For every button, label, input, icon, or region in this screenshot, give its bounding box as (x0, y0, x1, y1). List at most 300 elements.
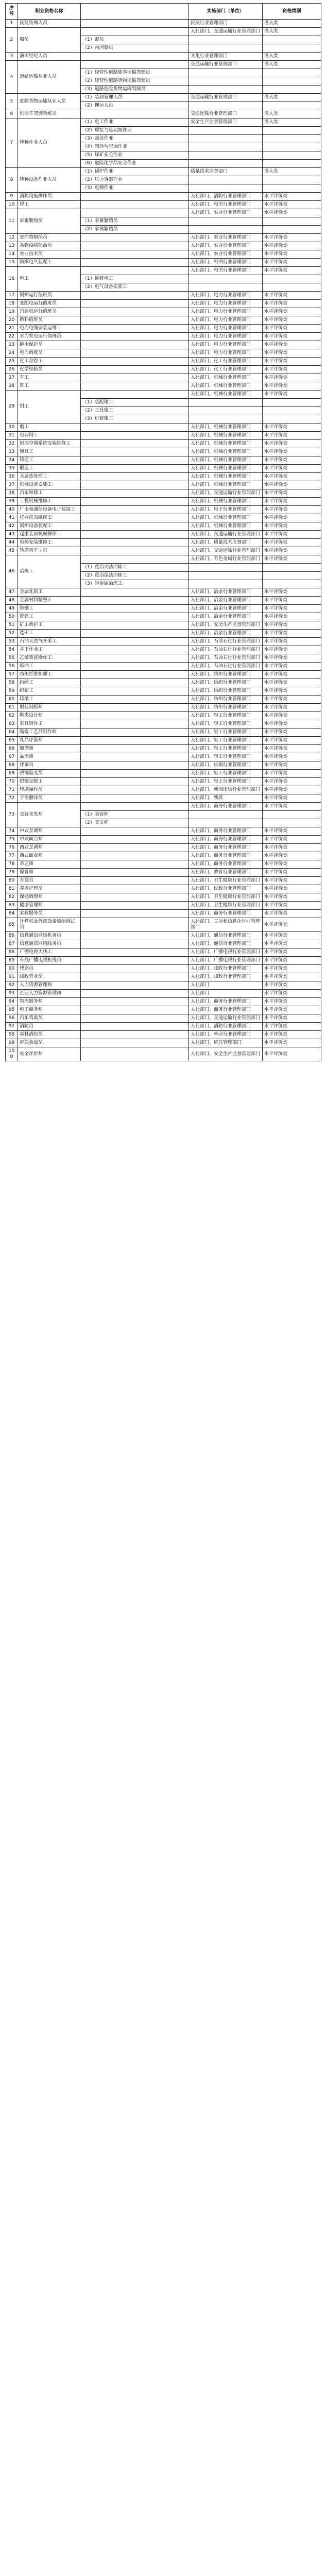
qualification-category: （1）家畜繁殖员 (81, 217, 189, 226)
qualification-name: 印染工 (18, 696, 81, 704)
table-row (6, 918, 321, 932)
table-row (6, 539, 321, 547)
implementing-department: 人社部门、商务行业管理部门 (189, 827, 263, 836)
qualification-type: 水平评价类 (263, 786, 321, 794)
qualification-name: 信息通信网络线务员 (18, 940, 81, 948)
implementing-department (189, 176, 263, 184)
row-number: 72 (6, 794, 18, 803)
qualification-name: 仪器仪表维修工 (18, 514, 81, 522)
qualification-category (81, 1047, 189, 1061)
qualification-type: 水平评价类 (263, 1039, 321, 1047)
implementing-department: 人社部门、卫生健康行业管理部门 (189, 877, 263, 885)
qualification-name: 金属材料精整工 (18, 597, 81, 605)
implementing-department: 人社部门、残联 (189, 794, 263, 803)
row-number: 30 (6, 423, 18, 432)
implementing-department: 人社部门、冶金行业管理部门 (189, 630, 263, 638)
row-number: 86 (6, 932, 18, 940)
qualification-name: 茶艺师 (18, 860, 81, 869)
header-type: 资格类别 (263, 4, 321, 20)
qualification-name: 家政服务员 (18, 910, 81, 918)
qualification-type: 水平评价类 (263, 391, 321, 399)
implementing-department: 人社部门、消防行业管理部门 (189, 1023, 263, 1031)
implementing-department: 人社部门、电力行业管理部门 (189, 333, 263, 341)
implementing-department (189, 127, 263, 135)
qualification-name: 安全评价师 (18, 1047, 81, 1061)
qualification-type (263, 44, 321, 53)
qualification-type: 水平评价类 (263, 555, 321, 564)
qualification-category (81, 836, 189, 844)
row-number: 43 (6, 531, 18, 539)
qualification-category (81, 531, 189, 539)
table-row (6, 209, 321, 217)
qualification-type: 水平评价类 (263, 696, 321, 704)
qualification-name: 有线广播电视机线员 (18, 957, 81, 965)
implementing-department (189, 77, 263, 86)
qualification-type (263, 283, 321, 292)
table-row (6, 28, 321, 36)
qualification-type (263, 160, 321, 168)
qualification-type: 水平评价类 (263, 259, 321, 267)
qualification-name: 模具工 (18, 448, 81, 456)
qualification-category (81, 465, 189, 473)
qualification-type: 水平评价类 (263, 852, 321, 860)
implementing-department: 人社部门、商务行业管理部门 (189, 852, 263, 860)
row-number: 53 (6, 638, 18, 646)
implementing-department: 人社部门、质量技术监督部门 (189, 539, 263, 547)
table-row (6, 728, 321, 737)
implementing-department: 人社部门、机械行业管理部门 (189, 473, 263, 481)
qualification-category (81, 990, 189, 998)
implementing-department: 人社部门、轻工行业管理部门 (189, 737, 263, 745)
qualification-type: 水平评价类 (263, 506, 321, 514)
implementing-department: 人社部门、广播电视行业管理部门 (189, 957, 263, 965)
qualification-type: 水平评价类 (263, 948, 321, 957)
qualification-category (81, 663, 189, 671)
implementing-department (189, 283, 263, 292)
qualification-type: 水平评价类 (263, 333, 321, 341)
qualification-type (263, 226, 321, 234)
row-number: 67 (6, 753, 18, 761)
qualification-category (81, 61, 189, 69)
table-row (6, 910, 321, 918)
row-number: 59 (6, 687, 18, 696)
row-number: 82 (6, 893, 18, 902)
row-number: 93 (6, 990, 18, 998)
implementing-department: 人社部门、商务行业管理部门 (189, 844, 263, 852)
qualification-name: 船员 (18, 28, 81, 53)
qualification-category (81, 671, 189, 679)
qualification-category: （3）道路危险货物运输驾驶员 (81, 86, 189, 94)
row-number: 89 (6, 957, 18, 965)
qualification-type: 水平评价类 (263, 209, 321, 217)
row-number: 100 (6, 1047, 18, 1061)
qualification-name: 西式烹调师 (18, 844, 81, 852)
qualification-type (263, 572, 321, 580)
row-number: 70 (6, 778, 18, 786)
qualification-name: 特种作业人员 (18, 118, 81, 168)
qualification-type: 水平评价类 (263, 498, 321, 506)
implementing-department: 人社部门、邮政行业管理部门 (189, 965, 263, 973)
qualification-category (81, 679, 189, 687)
qualification-type: 准入类 (263, 20, 321, 28)
table-row (6, 358, 321, 366)
implementing-department: 人社部门、有色金属行业管理部门 (189, 555, 263, 564)
implementing-department: 人社部门、电力行业管理部门 (189, 325, 263, 333)
row-number: 99 (6, 1039, 18, 1047)
table-row (6, 965, 321, 973)
qualification-name: 炼铁工 (18, 613, 81, 621)
implementing-department: 人社部门、纺织行业管理部门 (189, 696, 263, 704)
qualification-category (81, 761, 189, 770)
qualification-category (81, 696, 189, 704)
qualification-type: 水平评价类 (263, 646, 321, 654)
table-row (6, 498, 321, 506)
qualification-name: 印刷操作员 (18, 786, 81, 794)
qualification-name: 化学检验员 (18, 366, 81, 374)
implementing-department: 人社部门、机械行业管理部门 (189, 423, 263, 432)
implementing-department: 人社部门、轻工行业管理部门 (189, 753, 263, 761)
implementing-department: 人社部门、林业行业管理部门 (189, 1031, 263, 1039)
qualification-type: 水平评价类 (263, 1047, 321, 1061)
row-number: 77 (6, 852, 18, 860)
implementing-department: 人社部门、通信行业管理部门 (189, 932, 263, 940)
qualification-category (81, 948, 189, 957)
row-number: 8 (6, 168, 18, 193)
qualification-name: 特种设备作业人员 (18, 168, 81, 193)
implementing-department: 人社部门、化工行业管理部门 (189, 358, 263, 366)
qualification-name: 金属热处理工 (18, 473, 81, 481)
implementing-department: 人社部门、机械行业管理部门 (189, 456, 263, 465)
qualification-category: （2）压力容器作业 (81, 176, 189, 184)
implementing-department: 人社部门、轻工行业管理部门 (189, 728, 263, 737)
table-row (6, 932, 321, 940)
qualification-type: 水平评价类 (263, 514, 321, 522)
implementing-department: 人社部门、农业行业管理部门 (189, 209, 263, 217)
qualification-category (81, 786, 189, 794)
implementing-department (189, 184, 263, 193)
qualification-type: 水平评价类 (263, 242, 321, 250)
qualification-table (5, 3, 321, 1061)
implementing-department (189, 415, 263, 423)
qualification-category: （3）电梯作业 (81, 184, 189, 193)
qualification-name: 选矿工 (18, 630, 81, 638)
row-number: 63 (6, 720, 18, 728)
row-number: 13 (6, 242, 18, 250)
table-row (6, 1006, 321, 1014)
implementing-department: 人社部门、卫生健康行业管理部门 (189, 893, 263, 902)
row-number: 81 (6, 885, 18, 893)
qualification-category (81, 514, 189, 522)
implementing-department: 人社部门、纺织行业管理部门 (189, 679, 263, 687)
row-number: 96 (6, 1014, 18, 1023)
qualification-type: 准入类 (263, 28, 321, 36)
implementing-department: 人社部门、电力行业管理部门 (189, 300, 263, 308)
implementing-department: 人社部门、机械行业管理部门 (189, 382, 263, 391)
implementing-department: 人社部门、冶金行业管理部门 (189, 613, 263, 621)
qualification-category: （2）焊接与热切割作业 (81, 127, 189, 135)
implementing-department: 人社部门、教育行业管理部门 (189, 869, 263, 877)
row-number: 61 (6, 704, 18, 712)
implementing-department: 人社部门、轻工行业管理部门 (189, 745, 263, 753)
table-row (6, 555, 321, 564)
qualification-type: 水平评价类 (263, 267, 321, 275)
qualification-name: 道路运输从业人员 (18, 61, 81, 94)
qualification-type (263, 184, 321, 193)
qualification-type: 水平评价类 (263, 957, 321, 965)
qualification-name: 酿酒师 (18, 745, 81, 753)
qualification-category: （5）煤矿安全作业 (81, 151, 189, 160)
implementing-department: 人社部门、应急管理部门 (189, 1039, 263, 1047)
row-number: 3 (6, 53, 18, 61)
qualification-name: 炼油工 (18, 663, 81, 671)
row-number: 21 (6, 325, 18, 333)
qualification-category: （3）轻金属冶炼工 (81, 580, 189, 588)
row-number: 9 (6, 193, 18, 201)
qualification-category: （1）电工作业 (81, 118, 189, 127)
qualification-category (81, 358, 189, 366)
row-number: 88 (6, 948, 18, 957)
table-row (6, 53, 321, 61)
implementing-department: 人社部门、纺织行业管理部门 (189, 704, 263, 712)
qualification-type: 水平评价类 (263, 965, 321, 973)
row-number: 23 (6, 341, 18, 349)
table-row (6, 588, 321, 597)
qualification-type: 水平评价类 (263, 341, 321, 349)
table-row (6, 333, 321, 341)
implementing-department (189, 572, 263, 580)
qualification-type: 水平评价类 (263, 630, 321, 638)
row-number: 37 (6, 481, 18, 489)
implementing-department: 人社部门、机械行业管理部门 (189, 481, 263, 489)
table-row (6, 1014, 321, 1023)
row-number: 87 (6, 940, 18, 948)
row-number: 27 (6, 374, 18, 382)
row-number: 44 (6, 539, 18, 547)
table-row (6, 794, 321, 803)
implementing-department: 人社部门、石油石化行业管理部门 (189, 646, 263, 654)
table-row (6, 341, 321, 349)
table-row (6, 94, 321, 102)
qualification-category: （2）电气设备安装工 (81, 283, 189, 292)
qualification-category (81, 391, 189, 399)
table-row (6, 267, 321, 275)
qualification-type: 水平评价类 (263, 836, 321, 844)
implementing-department: 人社部门、纺织行业管理部门 (189, 687, 263, 696)
table-row (6, 973, 321, 981)
qualification-type: 水平评价类 (263, 366, 321, 374)
row-number: 92 (6, 981, 18, 990)
implementing-department (189, 580, 263, 588)
implementing-department (189, 819, 263, 827)
qualification-category (81, 712, 189, 720)
qualification-category: （4）制冷与空调作业 (81, 143, 189, 151)
qualification-name: 物流服务师 (18, 998, 81, 1006)
qualification-type: 水平评价类 (263, 531, 321, 539)
row-number: 55 (6, 654, 18, 663)
qualification-name: 眼镜定配工 (18, 778, 81, 786)
qualification-type: 水平评价类 (263, 663, 321, 671)
qualification-type: 水平评价类 (263, 522, 321, 531)
implementing-department: 人社部门、电力行业管理部门 (189, 292, 263, 300)
table-row (6, 671, 321, 679)
table-row (6, 877, 321, 885)
qualification-name: 钳工 (18, 391, 81, 423)
row-number: 31 (6, 432, 18, 440)
qualification-name: 电工 (18, 267, 81, 292)
table-row (6, 753, 321, 761)
qualification-type: 水平评价类 (263, 745, 321, 753)
qualification-name: 中式烹调师 (18, 827, 81, 836)
qualification-category: （1）海员 (81, 36, 189, 44)
table-row (6, 349, 321, 358)
table-row (6, 827, 321, 836)
implementing-department: 人社部门、机械行业管理部门 (189, 374, 263, 382)
qualification-type: 水平评价类 (263, 465, 321, 473)
row-number: 52 (6, 630, 18, 638)
row-number: 20 (6, 316, 18, 325)
qualification-name: 电子商务师 (18, 1006, 81, 1014)
implementing-department: 人社部门、机械行业管理部门 (189, 498, 263, 506)
table-row (6, 423, 321, 432)
implementing-department: 人社部门、农业行业管理部门 (189, 234, 263, 242)
row-number: 75 (6, 836, 18, 844)
implementing-department: 人社部门 (189, 990, 263, 998)
implementing-department: 人社部门、民政行业管理部门 (189, 885, 263, 893)
qualification-type: 水平评价类 (263, 893, 321, 902)
implementing-department (189, 86, 263, 94)
table-row (6, 957, 321, 965)
qualification-type: 准入类 (263, 61, 321, 69)
table-row (6, 448, 321, 456)
implementing-department (189, 151, 263, 160)
qualification-category (81, 613, 189, 621)
qualification-name: 森林消防员 (18, 1031, 81, 1039)
qualification-category (81, 440, 189, 448)
qualification-name: 美容美发师 (18, 803, 81, 827)
qualification-type (263, 564, 321, 572)
qualification-category (81, 877, 189, 885)
table-row (6, 432, 321, 440)
qualification-name: 工程机械维修工 (18, 498, 81, 506)
row-number: 19 (6, 308, 18, 316)
qualification-type: 准入类 (263, 118, 321, 127)
qualification-category (81, 110, 189, 118)
table-row (6, 1039, 321, 1047)
implementing-department (189, 143, 263, 151)
qualification-type: 水平评价类 (263, 981, 321, 990)
qualification-type: 水平评价类 (263, 1023, 321, 1031)
row-number: 35 (6, 465, 18, 473)
table-row (6, 547, 321, 555)
header-department: 实施部门（单位） (189, 4, 263, 20)
qualification-type: 水平评价类 (263, 481, 321, 489)
qualification-name: 起重装卸机械操作工 (18, 531, 81, 539)
qualification-name: 水力发电运行值班员 (18, 333, 81, 341)
qualification-category (81, 803, 189, 811)
row-number: 45 (6, 547, 18, 555)
row-number: 58 (6, 679, 18, 687)
table-row (6, 259, 321, 267)
qualification-category (81, 555, 189, 564)
qualification-category (81, 852, 189, 860)
table-row (6, 597, 321, 605)
implementing-department: 人社部门、电力行业管理部门 (189, 316, 263, 325)
row-number: 91 (6, 973, 18, 981)
qualification-category (81, 193, 189, 201)
implementing-department (189, 160, 263, 168)
implementing-department: 人社部门、邮政行业管理部门 (189, 973, 263, 981)
table-row (6, 902, 321, 910)
qualification-name: 农作物植保员 (18, 234, 81, 242)
qualification-category (81, 646, 189, 654)
row-number: 33 (6, 448, 18, 456)
row-number: 90 (6, 965, 18, 973)
qualification-category (81, 869, 189, 877)
row-number: 57 (6, 671, 18, 679)
implementing-department: 人社部门、机械行业管理部门 (189, 465, 263, 473)
implementing-department: 人社部门、交通运输行业管理部门 (189, 547, 263, 555)
table-row (6, 456, 321, 465)
qualification-category (81, 300, 189, 308)
qualification-type (263, 127, 321, 135)
qualification-name: 继电保护员 (18, 341, 81, 349)
qualification-category (81, 341, 189, 349)
qualification-type: 水平评价类 (263, 292, 321, 300)
qualification-category (81, 965, 189, 973)
qualification-category (81, 1014, 189, 1023)
qualification-name: 演出经纪人员 (18, 53, 81, 61)
qualification-type: 水平评价类 (263, 456, 321, 465)
qualification-name: 锅炉设备装配工 (18, 522, 81, 531)
qualification-category (81, 1031, 189, 1039)
qualification-name: 邮政营业员 (18, 973, 81, 981)
qualification-name: 电切削工 (18, 432, 81, 440)
qualification-category: （1）美容师 (81, 811, 189, 819)
qualification-name: 广电和通信设备电子装接工 (18, 506, 81, 514)
row-number: 51 (6, 621, 18, 630)
qualification-name: 电梯安装维修工 (18, 539, 81, 547)
qualification-category (81, 981, 189, 990)
implementing-department: 人社部门、电力行业管理部门 (189, 308, 263, 316)
qualification-name: 服装制版师 (18, 704, 81, 712)
table-row (6, 761, 321, 770)
qualification-category (81, 973, 189, 981)
qualification-name: 家畜繁殖员 (18, 209, 81, 234)
implementing-department: 人社部门 (189, 981, 263, 990)
qualification-type: 水平评价类 (263, 349, 321, 358)
implementing-department: 人社部门、广播电视行业管理部门 (189, 948, 263, 957)
row-number: 54 (6, 646, 18, 654)
table-row (6, 638, 321, 646)
implementing-department: 人社部门、机械行业管理部门 (189, 522, 263, 531)
table-row (6, 646, 321, 654)
implementing-department (189, 44, 263, 53)
qualification-type: 水平评价类 (263, 687, 321, 696)
row-number: 38 (6, 489, 18, 498)
qualification-category (81, 242, 189, 250)
table-row (6, 489, 321, 498)
implementing-department: 人社部门、交通运输行业管理部门 (189, 531, 263, 539)
table-row (6, 981, 321, 990)
qualification-type: 水平评价类 (263, 671, 321, 679)
row-number: 5 (6, 94, 18, 110)
qualification-type: 水平评价类 (263, 704, 321, 712)
table-row (6, 630, 321, 638)
qualification-type: 水平评价类 (263, 597, 321, 605)
qualification-name: 保育师 (18, 869, 81, 877)
header-no: 序号 (6, 4, 18, 20)
row-number: 60 (6, 696, 18, 704)
